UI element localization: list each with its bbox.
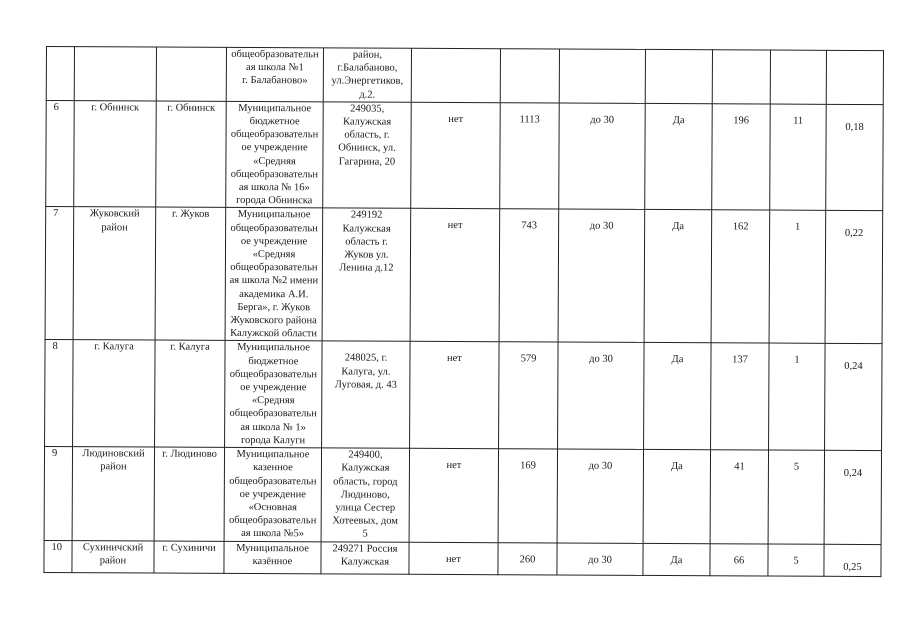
table-row: [46, 47, 883, 105]
institution-line: «Средняя: [253, 155, 296, 167]
address-line: область, г.: [344, 129, 390, 141]
value-cell: до 30: [557, 449, 643, 543]
value-cell: до 30: [557, 543, 643, 575]
value-cell: 0,24: [825, 344, 883, 451]
value-cell: [559, 49, 645, 103]
institution-line: Муниципальное: [237, 342, 310, 354]
value-cell: Да: [643, 450, 710, 544]
value-cell: 196: [712, 104, 771, 211]
address-line: Хотеевых, дом: [332, 515, 398, 527]
locality-cell: г. Обнинск: [156, 101, 227, 208]
value-cell: 41: [710, 450, 768, 544]
row-number: 8: [45, 340, 74, 447]
row-number: [46, 47, 74, 101]
locality-cell: г. Жуков: [155, 207, 226, 340]
value-cell: 11: [770, 104, 827, 211]
institution-line: казенное: [253, 462, 293, 474]
institution-line: Калужской области: [230, 328, 318, 340]
address-cell: [321, 448, 409, 542]
address-cell: [323, 102, 412, 209]
table-row: [45, 340, 883, 451]
row-number: 10: [44, 540, 72, 572]
institution-line: казённое: [252, 555, 293, 567]
value-cell: нет: [410, 209, 500, 342]
address-line: 249035,: [350, 103, 385, 115]
address-cell: [322, 208, 411, 341]
value-cell: [645, 49, 712, 103]
institution-line: бюджетное: [249, 116, 300, 128]
table-row: [44, 540, 881, 576]
institution-line: общеобразовательн: [229, 475, 317, 487]
locality-cell: г. Людиново: [154, 447, 224, 541]
value-cell: нет: [409, 542, 498, 574]
address-line: улица Сестер: [335, 502, 396, 514]
row-number: 7: [45, 207, 74, 340]
value-cell: [500, 49, 559, 103]
value-cell: [712, 50, 770, 104]
institution-line: г. Балабаново»: [242, 75, 308, 87]
address-line: Калужская: [342, 223, 391, 235]
institution-line: ое учреждение: [240, 382, 307, 394]
value-cell: до 30: [558, 209, 645, 342]
institution-line: ое учреждение: [241, 142, 308, 154]
table-row: [46, 100, 884, 211]
district-cell: Сухиничский район: [72, 540, 154, 572]
institution-line: Муниципальное: [236, 449, 310, 461]
locality-cell: г. Сухиничи: [154, 541, 224, 573]
table-row: [44, 447, 881, 545]
value-cell: Да: [643, 543, 710, 575]
institution-line: «Основная: [248, 501, 297, 514]
institution-line: общеобразовательн: [230, 168, 319, 181]
address-line: 249271 Россия: [332, 542, 398, 555]
institution-cell: [226, 101, 324, 208]
value-cell: 162: [711, 210, 770, 343]
value-cell: [826, 50, 883, 104]
value-cell: 169: [498, 449, 557, 543]
address-line: Жуков ул.: [344, 249, 389, 261]
value-cell: 0,24: [824, 450, 881, 544]
value-cell: до 30: [558, 342, 645, 449]
institution-line: ая школа № 1»: [240, 421, 306, 433]
address-line: д.2.: [359, 89, 376, 101]
value-cell: Да: [644, 210, 712, 343]
institution-line: Муниципальное: [237, 209, 311, 221]
address-line: Калужская: [343, 116, 392, 128]
institution-line: общеобразовательн: [231, 48, 319, 61]
value-cell: 1: [769, 344, 826, 451]
value-cell: до 30: [559, 103, 646, 210]
institution-line: общеобразовательн: [230, 222, 318, 234]
district-cell: Жуковский район: [73, 207, 156, 340]
address-line: ул.Энергетиков,: [331, 75, 404, 88]
institution-line: города Калуги: [240, 434, 306, 447]
institution-line: ая школа №2 имени: [229, 275, 319, 287]
value-cell: 1: [769, 210, 826, 343]
address-line: Калужская: [340, 556, 390, 568]
institution-line: ое учреждение: [239, 488, 306, 500]
institution-line: Берга», г. Жуков: [237, 301, 311, 314]
institution-line: общеобразовательн: [229, 515, 317, 527]
value-cell: нет: [411, 102, 501, 209]
address-cell: [322, 341, 411, 448]
address-line: Гагарина, 20: [338, 156, 396, 168]
value-cell: 743: [499, 209, 559, 342]
value-cell: Да: [644, 343, 712, 450]
table-row: [45, 207, 883, 344]
district-cell: г. Калуга: [73, 340, 156, 447]
institution-cell: [224, 541, 321, 573]
value-cell: 0,25: [824, 544, 881, 576]
institution-cell: [224, 447, 321, 541]
address-line: Луговая, д. 43: [334, 379, 397, 391]
address-line: 249400,: [348, 449, 383, 461]
locality-cell: [156, 47, 226, 101]
value-cell: 137: [711, 343, 770, 450]
address-line: Ленина д.12: [339, 262, 394, 274]
district-cell: г. Обнинск: [74, 100, 157, 207]
value-cell: 5: [768, 450, 824, 544]
address-line: область, город: [333, 475, 398, 488]
scanned-page: [43, 46, 884, 577]
district-cell: Людиновский район: [72, 447, 154, 541]
institution-cell: [226, 47, 323, 101]
address-cell: [323, 48, 411, 102]
address-line: 249192: [350, 209, 383, 222]
schools-table: [43, 46, 884, 577]
institution-line: общеобразовательн: [230, 129, 319, 141]
institution-line: академика А.И.: [239, 288, 309, 300]
institution-line: города Обнинска: [236, 195, 313, 207]
address-line: Калуга, ул.: [341, 366, 391, 378]
value-cell: 1113: [500, 103, 560, 210]
address-cell: [321, 541, 409, 573]
address-line: 5: [362, 528, 368, 540]
value-cell: 260: [498, 542, 557, 574]
value-cell: 0,18: [826, 104, 884, 211]
institution-line: Муниципальное: [236, 542, 309, 554]
institution-line: Муниципальное: [238, 102, 312, 115]
value-cell: 579: [499, 342, 559, 449]
address-line: Калужская: [341, 462, 390, 474]
institution-line: ая школа №1: [246, 62, 304, 74]
value-cell: нет: [410, 342, 500, 449]
institution-line: бюджетное: [248, 355, 299, 367]
value-cell: 0,22: [825, 211, 883, 344]
locality-cell: г. Калуга: [155, 341, 226, 448]
address-line: 248025, г.: [344, 352, 388, 365]
address-line: Обнинск, ул.: [338, 142, 396, 155]
address-line: область г.: [345, 236, 388, 248]
address-line: г.Балабаново,: [337, 62, 398, 74]
value-cell: 5: [768, 544, 824, 576]
institution-line: ая школа № 16»: [238, 181, 310, 194]
institution-line: «Средняя: [251, 395, 295, 407]
district-cell: [74, 47, 156, 101]
address-line: Людиново,: [340, 489, 390, 501]
institution-line: ое учреждение: [240, 235, 308, 248]
institution-line: «Средняя: [252, 249, 296, 261]
row-number: 6: [46, 100, 75, 207]
value-cell: [411, 48, 500, 102]
institution-line: Жуковского района: [230, 314, 317, 327]
institution-cell: [225, 208, 323, 342]
address-line: район,: [352, 49, 383, 61]
institution-line: общеобразовательн: [229, 368, 318, 381]
institution-line: общеобразовательн: [230, 262, 318, 274]
row-number: 9: [44, 447, 72, 541]
value-cell: [770, 50, 826, 104]
value-cell: Да: [645, 103, 713, 210]
institution-cell: [225, 341, 323, 448]
value-cell: 66: [710, 543, 768, 575]
value-cell: нет: [409, 448, 498, 542]
institution-line: общеобразовательн: [229, 408, 317, 420]
institution-line: ая школа №5»: [241, 528, 305, 540]
